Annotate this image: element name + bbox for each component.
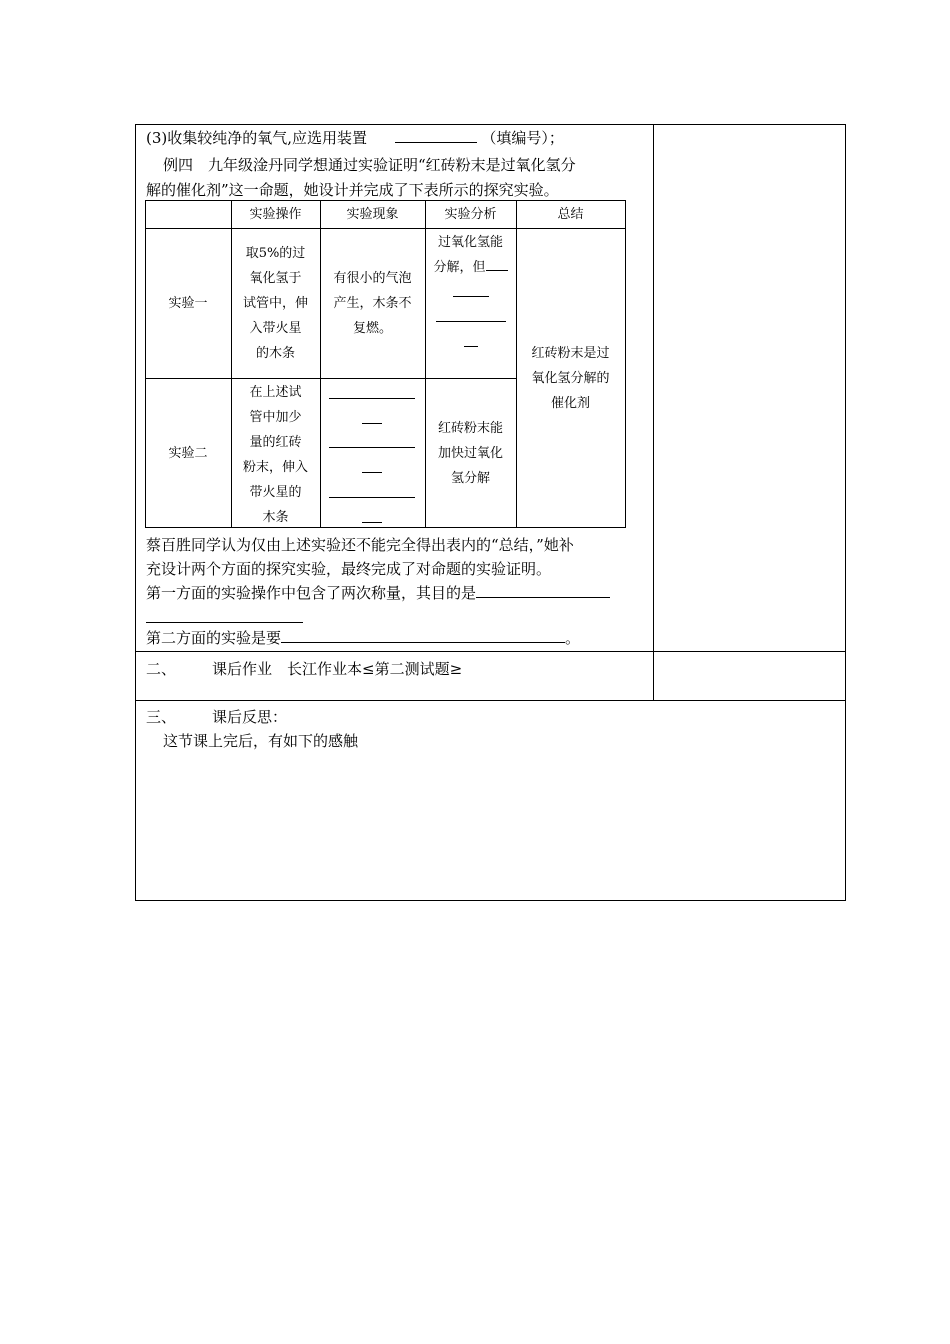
row1-analysis-blank-c[interactable] (436, 321, 506, 322)
q3-text: (3)收集较纯净的氧气,应选用装置 (146, 129, 368, 147)
row-divider-reflection (135, 700, 846, 701)
reflection-number: 三、 (146, 708, 177, 726)
reflection-body: 这节课上完后，有如下的感触 (163, 732, 359, 750)
header-analysis: 实验分析 (444, 207, 497, 222)
second-experiment-blank[interactable] (281, 628, 565, 643)
reflection-title: 课后反思： (212, 708, 288, 726)
outer-border-top (135, 124, 846, 125)
header-summary: 总结 (557, 207, 584, 222)
row2-name: 实验二 (168, 446, 208, 461)
q3-answer-blank[interactable] (395, 128, 477, 143)
purpose-blank-continued[interactable] (146, 622, 303, 623)
outer-border-bottom (135, 900, 846, 901)
row-divider-homework (135, 651, 846, 652)
row1-operation: 取5%的过 氧化氢于 试管中，伸 入带火星 的木条 (242, 246, 308, 361)
q3-line (146, 128, 564, 148)
purpose-blank[interactable] (476, 583, 610, 598)
header-phenomenon: 实验现象 (346, 207, 399, 222)
column-divider (653, 124, 654, 701)
row1-analysis-blank-b[interactable] (453, 296, 489, 297)
header-operation: 实验操作 (249, 207, 302, 222)
after-line-4: 第二方面的实验是要 。 (146, 629, 581, 647)
homework-number: 二、 (146, 660, 177, 678)
outer-border-left (135, 124, 136, 901)
row1-analysis-blank-d[interactable] (464, 346, 478, 347)
outer-border-right (845, 124, 846, 901)
example-line-1: 例四 九年级淦丹同学想通过实验证明“红砖粉末是过氧化氢分 (163, 156, 576, 174)
after-line-1: 蔡百胜同学认为仅由上述实验还不能完全得出表内的“总结，”她补 (146, 536, 574, 554)
row1-name: 实验一 (168, 296, 208, 311)
row1-phenomenon: 有很小的气泡 产生，木条不 复燃。 (333, 271, 412, 336)
example-line-2: 解的催化剂”这一命题，她设计并完成了下表所示的探究实验。 (146, 181, 559, 199)
row1-analysis-blank-a[interactable] (486, 256, 508, 271)
q3-suffix: （填编号）； (481, 129, 564, 147)
summary-cell: 红砖粉末是过 氧化氢分解的 催化剂 (531, 346, 610, 411)
homework-text: 课后作业 长江作业本≤第二测试题≥ (212, 660, 463, 678)
row1-analysis: 过氧化氢能 分解，但 (425, 230, 516, 280)
row2-analysis: 红砖粉末能 加快过氧化 氢分解 (437, 421, 503, 486)
after-line-3: 第一方面的实验操作中包含了两次称量，其目的是 (146, 583, 610, 603)
row2-operation: 在上述试 管中加少 量的红砖 粉末，伸入 带火星的 木条 (242, 385, 308, 525)
after-line-2: 充设计两个方面的探究实验，最终完成了对命题的实验证明。 (146, 560, 552, 578)
